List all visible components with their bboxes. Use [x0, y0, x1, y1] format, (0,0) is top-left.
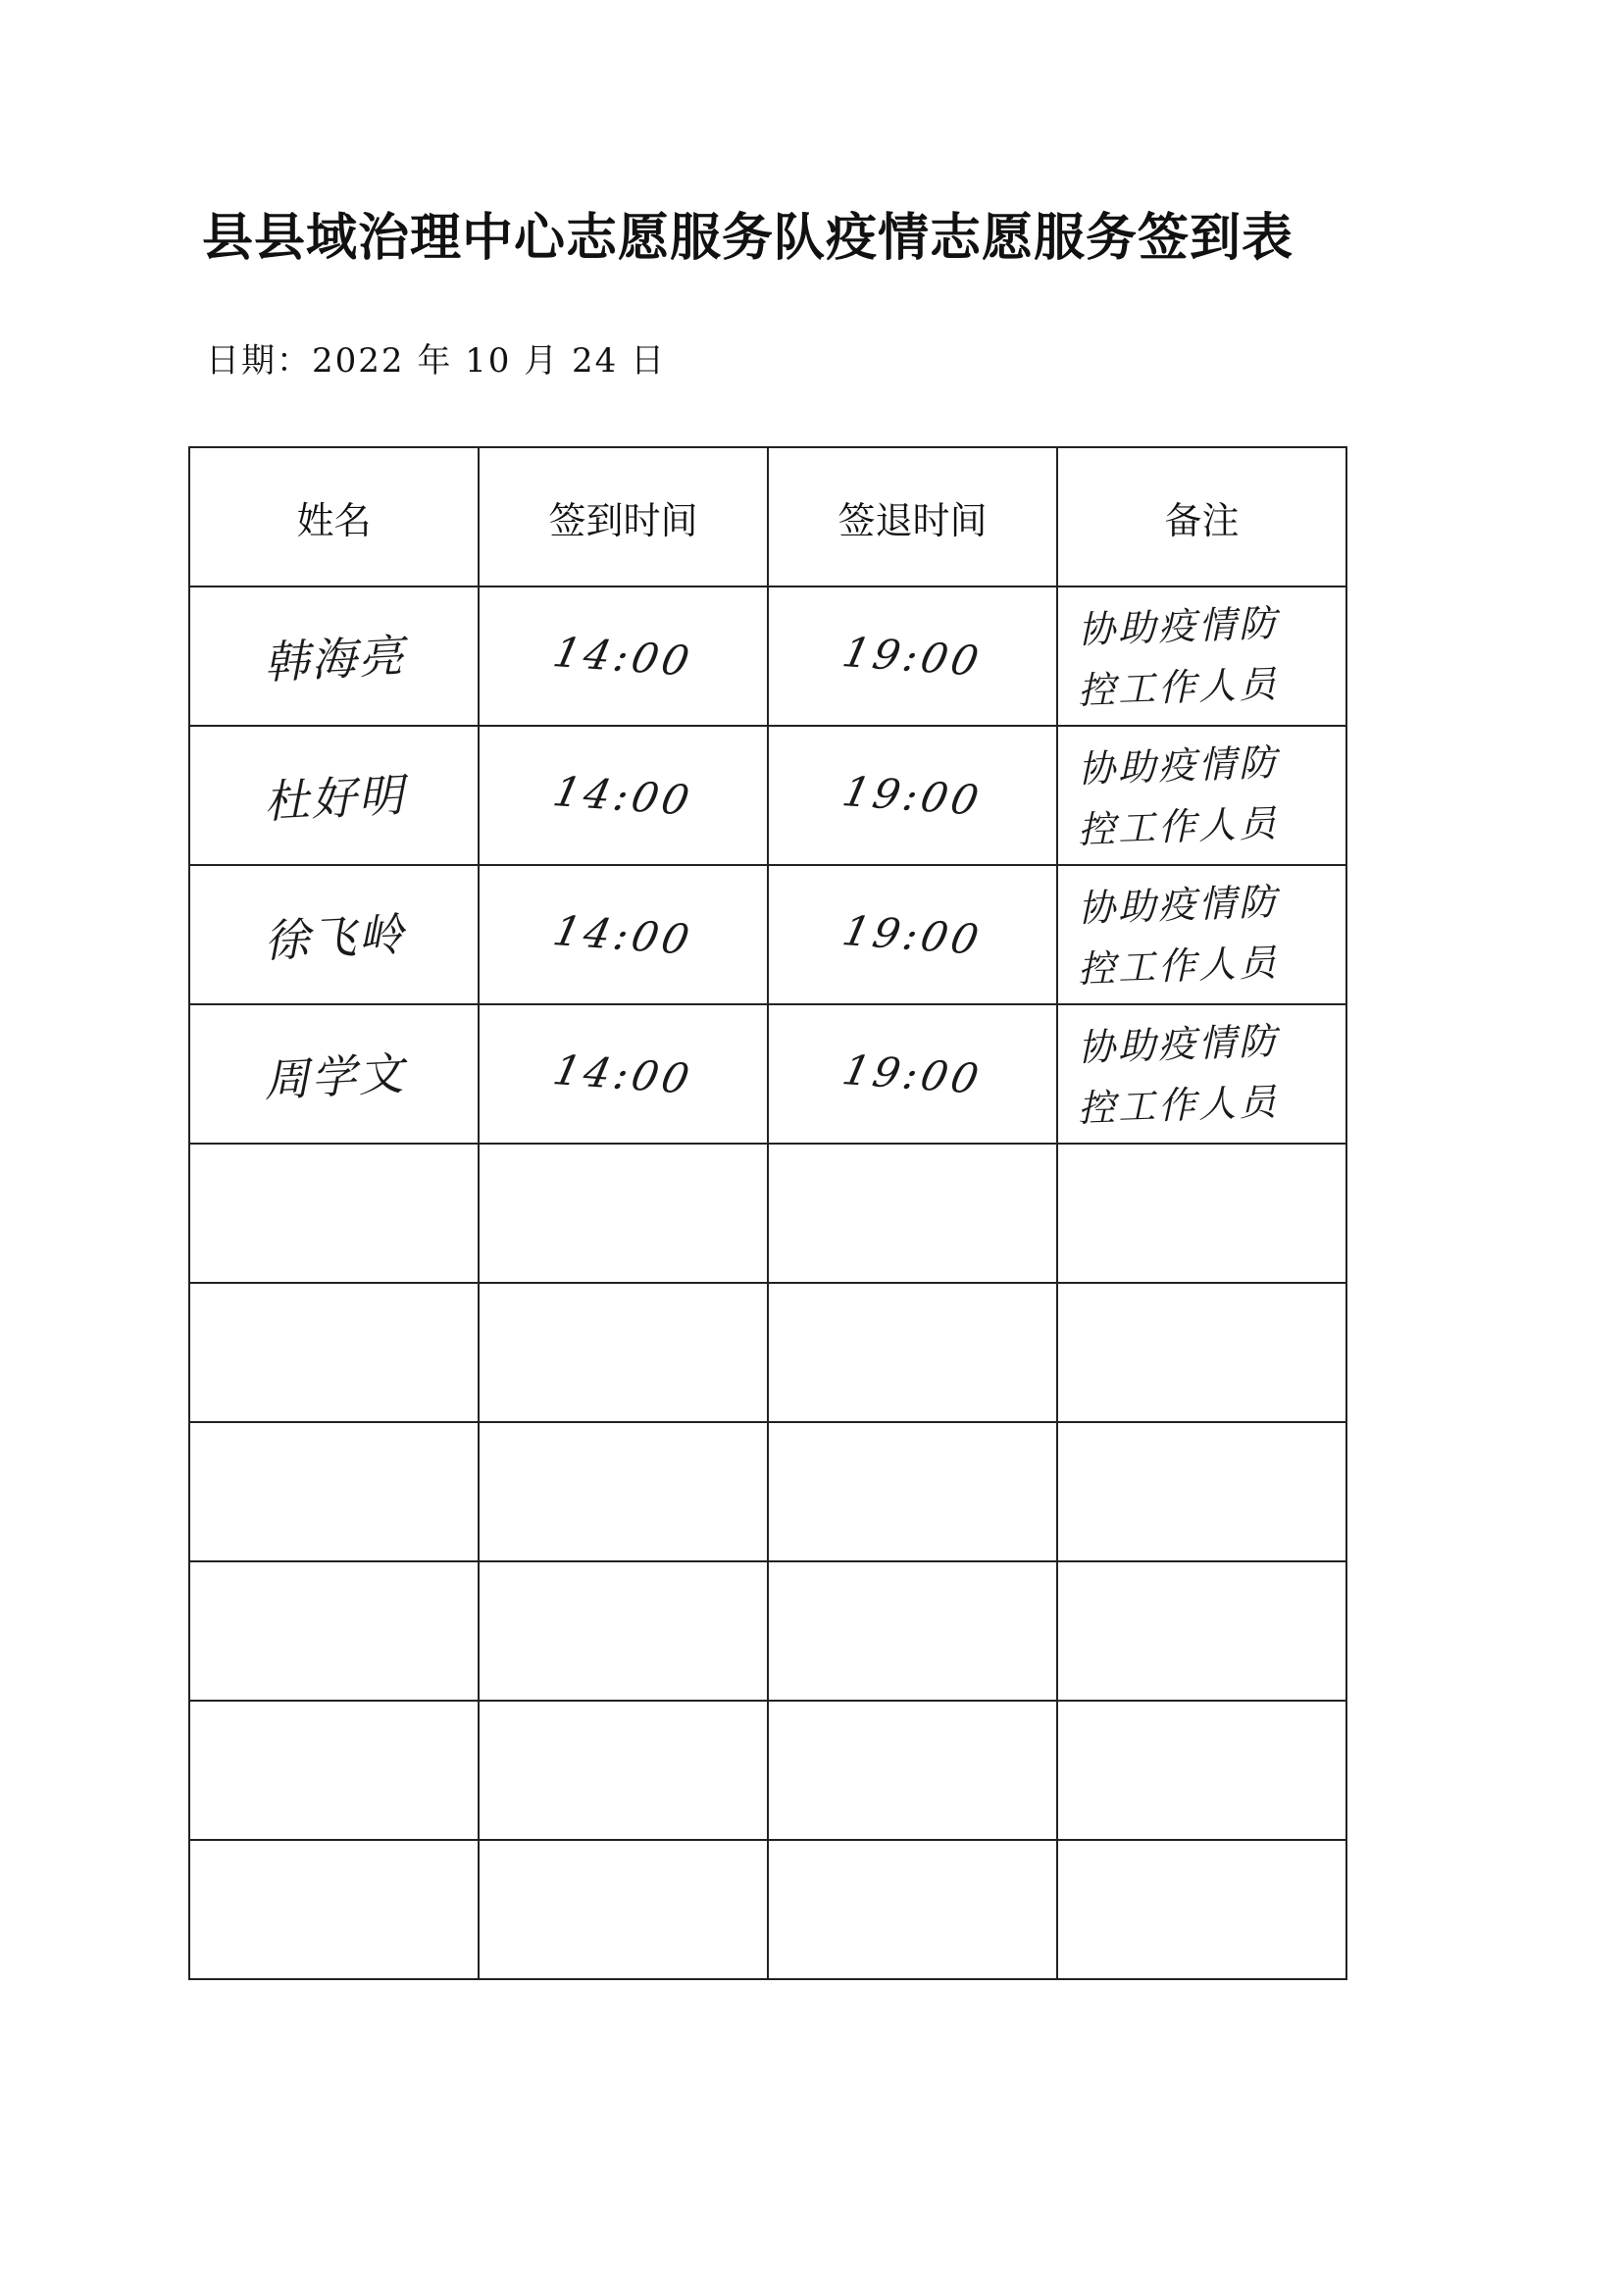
remark-cell: [1057, 1144, 1346, 1283]
remark-text: [1058, 1487, 1345, 1497]
sign-out-time-cell: [768, 1283, 1057, 1422]
sign-out-time-cell: [768, 1701, 1057, 1840]
remark-cell: [1057, 726, 1346, 865]
remark-text: [1058, 1765, 1345, 1775]
table-row: [189, 1561, 1346, 1701]
sign-out-time-cell: [768, 1840, 1057, 1979]
sign-out-time: 19:00: [837, 627, 987, 686]
remark-cell: [1057, 1283, 1346, 1422]
sign-in-time-cell: [479, 726, 768, 865]
table-row: [189, 1004, 1346, 1144]
remark-text: 协助疫情防: [1077, 880, 1280, 931]
remark-cell: [1057, 865, 1346, 1004]
sign-out-time-cell: [768, 1422, 1057, 1561]
table-header-row: [189, 447, 1346, 586]
remark-cell: [1057, 586, 1346, 726]
volunteer-name-cell: [189, 1004, 479, 1144]
sign-in-table: [188, 446, 1347, 1980]
remark-text: [1058, 1626, 1345, 1636]
sign-out-time-cell: [768, 1144, 1057, 1283]
remark-text: [1058, 1905, 1345, 1914]
remark-text: [1058, 1626, 1345, 1636]
remark-text: [1058, 1765, 1345, 1775]
remark-cell: [1057, 1004, 1346, 1144]
header-sign-in-time: 签到时间: [479, 447, 768, 586]
remark-text: 协助疫情防: [1077, 601, 1280, 652]
volunteer-name-cell: [189, 1561, 479, 1701]
table-row: [189, 1701, 1346, 1840]
volunteer-name-cell: [189, 1283, 479, 1422]
remark-text: 协助疫情防: [1077, 740, 1280, 791]
remark-cell: [1057, 1840, 1346, 1979]
sign-in-time-cell: [479, 1004, 768, 1144]
sign-out-time: 19:00: [837, 905, 987, 964]
volunteer-name: 杜好明: [262, 768, 406, 829]
volunteer-name: 周学文: [262, 1046, 406, 1107]
sign-out-time-cell: [768, 1004, 1057, 1144]
volunteer-name-cell: [189, 1422, 479, 1561]
header-remarks: 备注: [1057, 447, 1346, 586]
remark-cell: [1057, 1561, 1346, 1701]
volunteer-name-cell: [189, 586, 479, 726]
sign-out-time-cell: [768, 726, 1057, 865]
volunteer-name: 韩海亮: [262, 629, 406, 689]
table-row: [189, 586, 1346, 726]
remark-text: [1058, 1487, 1345, 1497]
table-row: [189, 1840, 1346, 1979]
remark-text: 控工作人员: [1077, 941, 1280, 992]
table-row: [189, 726, 1346, 865]
volunteer-name-cell: [189, 1701, 479, 1840]
sign-in-time: 14:00: [548, 905, 697, 964]
sign-in-time-cell: [479, 865, 768, 1004]
volunteer-name-cell: [189, 726, 479, 865]
remark-cell: [1057, 1422, 1346, 1561]
sign-in-time-cell: [479, 1701, 768, 1840]
remark-text: [1058, 1348, 1345, 1357]
table-row: [189, 1422, 1346, 1561]
sign-out-time: 19:00: [837, 1045, 987, 1103]
remark-text: [1058, 1348, 1345, 1357]
volunteer-name-cell: [189, 1144, 479, 1283]
sign-in-time: 14:00: [548, 627, 697, 686]
remark-text: 控工作人员: [1077, 662, 1280, 713]
sign-in-time-cell: [479, 586, 768, 726]
remark-cell: [1057, 1701, 1346, 1840]
header-sign-out-time: 签退时间: [768, 447, 1057, 586]
remark-text: [1058, 1905, 1345, 1914]
page-title: 县县域治理中心志愿服务队疫情志愿服务签到表: [202, 208, 1294, 268]
table-row: [189, 865, 1346, 1004]
header-name: 姓名: [189, 447, 479, 586]
remark-text: 控工作人员: [1077, 801, 1280, 852]
date-line: 日期：2022 年 10 月 24 日: [206, 341, 667, 381]
sign-out-time-cell: [768, 865, 1057, 1004]
remark-text: [1058, 1208, 1345, 1218]
volunteer-name: 徐飞岭: [262, 907, 406, 968]
sign-out-time-cell: [768, 586, 1057, 726]
sign-in-time-cell: [479, 1283, 768, 1422]
table-row: [189, 1283, 1346, 1422]
sign-in-time-cell: [479, 1561, 768, 1701]
sign-in-time-cell: [479, 1840, 768, 1979]
remark-text: 控工作人员: [1077, 1080, 1280, 1131]
table-row: [189, 1144, 1346, 1283]
sign-in-time-cell: [479, 1422, 768, 1561]
sign-out-time-cell: [768, 1561, 1057, 1701]
sign-out-time: 19:00: [837, 766, 987, 825]
sign-in-time: 14:00: [548, 766, 697, 825]
sign-in-time: 14:00: [548, 1045, 697, 1103]
volunteer-name-cell: [189, 865, 479, 1004]
remark-text: [1058, 1208, 1345, 1218]
volunteer-name-cell: [189, 1840, 479, 1979]
sign-in-time-cell: [479, 1144, 768, 1283]
remark-text: 协助疫情防: [1077, 1019, 1280, 1070]
